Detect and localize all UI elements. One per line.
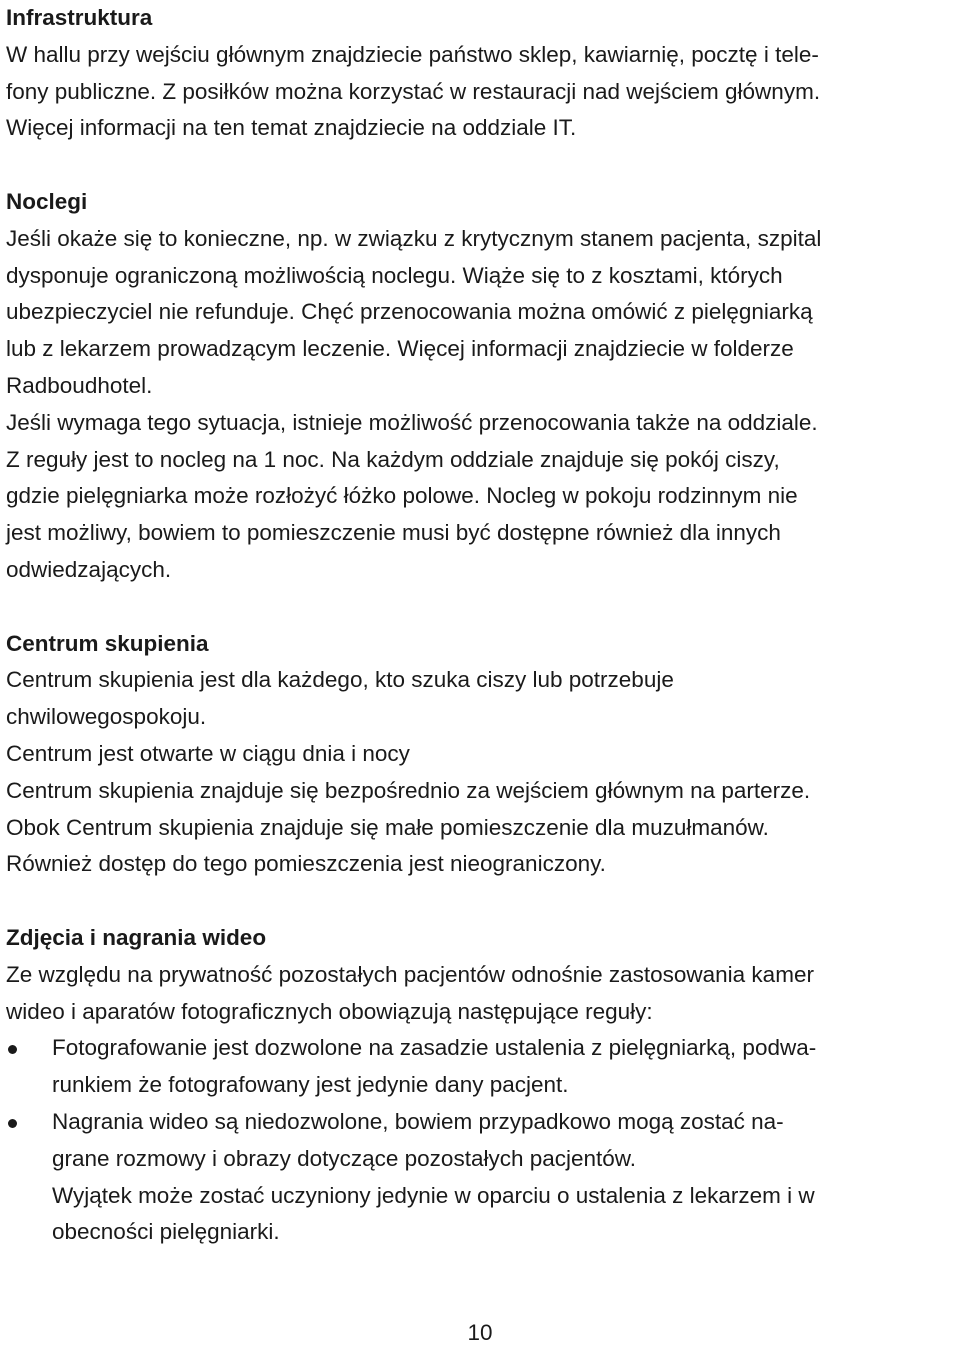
paragraph-line: Więcej informacji na ten temat znajdziecie na oddziale IT. [6,115,577,141]
section-heading: Centrum skupienia [6,630,209,656]
bullet-icon [8,1045,17,1054]
paragraph-line: chwilowegospokoju. [6,704,207,730]
paragraph-line: Centrum skupienia znajduje się bezpośrednio za wejściem głównym na parterze. [6,777,811,803]
paragraph-line: dysponuje ograniczoną możliwością noclegu. Wiąże się to z kosztami, których [6,262,783,288]
bullet-line: obecności pielęgniarki. [52,1219,280,1245]
bullet-list-item [6,1030,956,1104]
paragraph-line: Centrum skupienia jest dla każdego, kto szuka ciszy lub potrzebuje [6,667,674,693]
section-zdjecia-i-nagrania [6,920,956,1251]
paragraph-line: Z reguły jest to nocleg na 1 noc. Na każdym oddziale znajduje się pokój ciszy, [6,446,780,472]
bullet-line: Nagrania wideo są niedozwolone, bowiem przypadkowo mogą zostać na- [52,1108,784,1134]
bullet-list-item [6,1104,956,1251]
section-spacer [6,589,956,626]
bullet-line: Wyjątek może zostać uczyniony jedynie w oparciu o ustalenia z lekarzem i w [52,1182,815,1208]
paragraph-line: lub z lekarzem prowadzącym leczenie. Więcej informacji znajdziecie w folderze [6,336,794,362]
paragraph-line: Również dostęp do tego pomieszczenia jest nieograniczony. [6,851,606,877]
paragraph-line: Jeśli okaże się to konieczne, np. w związku z krytycznym stanem pacjenta, szpital [6,225,822,251]
document-page [6,0,956,1251]
section-infrastruktura [6,0,956,147]
paragraph-line: Obok Centrum skupienia znajduje się małe pomieszczenie dla muzułmanów. [6,814,769,840]
section-heading: Zdjęcia i nagrania wideo [6,924,267,950]
section-centrum-skupienia [6,626,956,884]
paragraph-line: ubezpieczyciel nie refunduje. Chęć przenocowania można omówić z pielęgniarką [6,299,813,325]
paragraph-line: odwiedzających. [6,556,172,582]
paragraph-line: Ze względu na prywatność pozostałych pacjentów odnośnie zastosowania kamer [6,961,814,987]
paragraph-line: Centrum jest otwarte w ciągu dnia i nocy [6,740,410,766]
bullet-line: grane rozmowy i obrazy dotyczące pozostałych pacjentów. [52,1145,637,1171]
bullet-line: Fotografowanie jest dozwolone na zasadzie ustalenia z pielęgniarką, podwa- [52,1035,817,1061]
section-spacer [6,883,956,920]
section-heading: Infrastruktura [6,5,153,30]
paragraph-line: Jeśli wymaga tego sytuacja, istnieje możliwość przenocowania także na oddziale. [6,409,818,435]
paragraph-line: wideo i aparatów fotograficznych obowiązują następujące reguły: [6,998,653,1024]
paragraph-line: jest możliwy, bowiem to pomieszczenie musi być dostępne również dla innych [6,520,781,546]
paragraph-line: fony publiczne. Z posiłków można korzystać w restauracji nad wejściem głównym. [6,78,821,104]
section-noclegi [6,184,956,589]
paragraph-line: Radboudhotel. [6,372,153,398]
paragraph-line: W hallu przy wejściu głównym znajdziecie państwo sklep, kawiarnię, pocztę i tele- [6,41,819,67]
section-heading: Noclegi [6,188,88,214]
bullet-line: runkiem że fotografowany jest jedynie dany pacjent. [52,1072,569,1098]
paragraph-line: gdzie pielęgniarka może rozłożyć łóżko polowe. Nocleg w pokoju rodzinnym nie [6,483,798,509]
bullet-icon [8,1119,17,1128]
section-spacer [6,147,956,184]
page-number: 10 [467,1320,493,1345]
